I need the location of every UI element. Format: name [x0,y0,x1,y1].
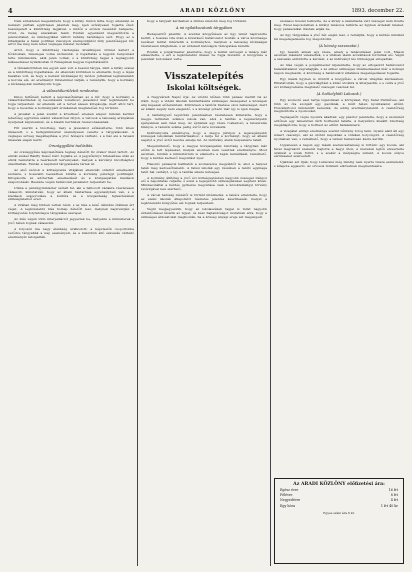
page-header [8,6,404,16]
separator-rule [187,65,221,66]
article-paragraph: Egy szomorú eset tartja izgalomban a környéket. Egy fiatal földműves, aki több év óta szolgált egy gazdánál, a múlt héten nyomtalanul eltűnt. Hozzátartozói mindenütt keresték, de eddig eredménytelenül. A csendőrség megindította a nyomozást. [274,97,404,114]
subscription-price: 1 frt 40 kr [380,503,398,508]
subscription-box [274,478,404,564]
subscription-price: 8 frt [390,493,398,498]
article-paragraph: Újabban azt írják, hogy Lukácsné még mindig nem nyerte vissza eszméletét, s állapota aggasztó. Az orvosok mindent elkövetnek megmentésére. [274,160,404,169]
article-title: Visszatelepítés [164,71,244,83]
article-paragraph: hogy a tárgyalt kérdésben a döntés mielőbb meg fog történni. [147,20,247,23]
article-paragraph: Utána a pénzügyminiszter szólalt fel, aki a felhozott vádakra részletesen válaszolt, kimutatván, hogy az állam háztartása egyensúlyban van, s a kiadások szaporodása a kultúra és a közgazdaság fejlesztésének szükségleteiből ered. [8,185,134,202]
article-paragraph: Az ülés végén a polgármester kijelentette, hogy az elfogadott határozatot haladéktalanul végrehajtják, s az ehhez szükséges intézkedéseket már a holnapi napon megteszik. A közönség a határozatot általános megelégedéssel fogadta. [274,63,404,76]
column-1 [8,20,134,566]
article-paragraph: Hír szerint a bizottság, mely a javaslatot előkészítette, több ízben ülésezett, s a belügyminiszter személyesen vezette a tárgyalásokat. A végleges szöveg megállapítása a jövő hónapra várható, s a ház elé a tavaszi ülésszak elején kerül. [8,125,134,142]
article-paragraph: Kinos feltűnést keltett a képviselőházban az a hír, hogy a kormány a választókerületek új beosztására vonatkozó javaslatot már legközelebb be fogja terjeszteni. Az ellenzék ezt a tervet élesen kifogásolja, mert attól tart, hogy a beosztás a kormánypárt érdekeinek megfelelően fog történni. [8,94,134,111]
section-heading: Országgyűlési tudósítás. [48,144,94,149]
article-paragraph: A vitában még többen vettek részt, s az ülés a késő délutáni órákban ért véget. A legközelebbi ülés holnap délelőtt lesz, melynek napirendjén a költségvetés folytatólagos tárgyalása szerepel. [8,203,134,216]
article-paragraph: Indítványozta ennélfogva, hogy a megye járuljon a legszegényebb községek iskoláinak fenntartásához, s kérje fel a kormányt, hogy az állami segélyt a jövő évtől kezdve emelje fel. Az indítvány élénk helyeslésre talált. [141,130,267,143]
masthead: ARADI KÖZLÖNY [180,8,246,14]
section-heading: (A község szavazatai.) [318,43,360,48]
section-heading: (A Székelyhídi Lakosok.) [316,91,362,96]
article-paragraph: Hasonló panaszok hallhatók a szomszédos megyékből is, ahol a helyzet talán még kedvezőtlenebb. A falusi iskolák egy részében a tanító egymaga tanít hat osztályt, s így a tanítás sikere kétséges. [141,161,267,174]
issue-date: 1893. december 22. [351,8,404,14]
subscription-label: Félévre [280,493,293,498]
article-paragraph: A városi hatóság részéről is történt intézkedés: a tanács elrendelte, hogy az elemi iskolák állapotáról részletes jelentés készíttessék, melyet a legközelebbi közgyűlés elé fognak terjeszteni. [141,193,267,205]
subscription-price: 16 frt [388,488,398,492]
article-paragraph: Arról, hogy a küldöttség tisztelgése kiváltképen örömet keltett a fővárosban, felesleges volna szólanunk. A fogadtatás a legjobb benyomást tette mindazokra, akik jelen voltak, s a küldöttség tagjai a legnagyobb lelkesedéssel nyilatkoztak Ő Felségének kegyes fogadtatásáról. [8,48,134,65]
article-paragraph: Igy beszélt annak egy része, amely a tanácsülésen jelen volt. Mások azonban másként vélekedtek, s a vitában élénk szóváltások fordultak elő. Végül a szavazás eldöntötte a kérdést, s az indítványt kis többséggel elfogadták. [274,49,404,62]
article-paragraph: A Nagyváradi Napló írja: Az utóbbi időben több panasz merült fel az iránt, hogy a vidéki iskolák fenntartására szükséges összegeket a községek alig képesek előteremteni. Különösen a tanítók fizetése okoz nehézséget, mert az állami segély nem elegendő, s a községi pótadó már így is igen magas. [141,95,267,111]
article-paragraph: A kormány állítólag a jövő évi költségvetésben nagyobb összeget irányoz elő a népoktatás céljaira, s ezzel a legégetőbb szükségleteken segíteni kíván. Mindazonáltal a kérdés gyökeres megoldása csak a közoktatásügyi törvény revíziójával lesz elérhető. [141,175,267,192]
article-paragraph: A társaskörökben ma egyéb sem volt a beszéd tárgya, mint a király szavai és a küldöttség fogadtatása. Az ellenzéki körökben is elismerik, hogy e lépés hazafias volt, és hogy a nemzet kívánságai ily módon juthatnak leghamarabb a korona elé. Az eredményt türelemmel várják, s reménylik, hogy a kormány e kívánságokat méltányolni fogja. [8,65,134,86]
article-paragraph: szokásos tizedet befizette, de a király a számításba vett összeget nem fizette meg. Ezzel kapcsolatban a királyi tanácsos felhívta az ügyben érdekelt feleket, hogy panaszaikat írásban adják be. [274,20,404,31]
article-paragraph: Megemlítendő, hogy a megyei közigazgatási bizottság e tárgyban már előbb is tett lépéseket, melyek azonban nem vezettek eredményre. Most azonban, miután a minisztérium is elismerte a bajok fennállását, remélhető, hogy a kérdés kedvező megoldást nyer. [141,144,267,160]
subscription-row [280,504,398,509]
column-divider [270,20,271,566]
subscription-title: Az ARADI KÖZLÖNY előfizetési ára: [293,482,385,487]
header-rule [8,16,404,17]
subscription-label: Negyedévre [280,498,301,503]
article-paragraph: Budapestről jelentik: A szerdai közgyűlésen az ügy ismét napirendre került, s hosszas vita után a következő határozatot hozták: a város közönsége nevében felirat intéztetik a kormányhoz, melyben a lakosság kívánságai részletesen kifejtetnek, s az érdekelt hatóságok támogatása kéretik. [141,31,267,48]
article-paragraph: Ezután a polgármester jelentette, hogy a felirat szövegét a tanács már elkészítette, s azt a legközelebbi ülésen be fogja mutatni. A közgyűlés a jelentést tudomásul vette. [141,49,267,62]
article-paragraph: Az első szónok a költségvetés vitájában ellenzéki oldalról emelkedett szólásra, s hosszabb beszédben bírálta a kormány pénzügyi politikáját. Kifogásolta az adóterhek emelkedését és a közigazgatási kiadások szaporodását. Beszéde végén határozati javaslatot terjesztett be. [8,168,134,184]
article-paragraph: Az országgyűlés képviselőháza tegnap délelőtt tíz órakor ülést tartott. Az elnöki széket Bánffy Dezső báró foglalta el. A jegyzőkönyv hitelesítése után az elnök bemutatta a beérkezett kérvényeket, melyek a kérvényi bizottsághoz utasíttattak. Ezután a napirend tárgyalására tértek át. [8,150,134,167]
subscription-label: Egész évre [280,488,299,492]
subscription-label: Egy hóra [280,503,296,508]
article-paragraph: Nem érdektelen megemlíteni, hogy a király, midőn látta, hogy ellenzéki és nemzeti pártiak együttesen jelentek meg, igen szívélyesen fogadta őket; beszélgetett a küldöttség tagjaival, s midőn a szónok beszédét befejezte, rövid, de meleg szavakban felelt. Ezután egyenként megszólította a jelenvoltakat, és mindegyikkel váltott néhány barátságos szót. Hogy ez a kihallgatás a hazai politikai viszonyok szempontjából mily jelentőséggel bír, arról ma még nem lehet végleges ítéletet mondani. [8,20,134,47]
article-paragraph: A javaslat a jelen szerint a következő elveken alapul: minden kerület lehetőleg egyforma számú választóval bírjon, a városok a lakosság arányában nyerjenek képviseletet, és a kisebb kerületek összevonassanak. [8,112,134,124]
article-paragraph: A tanfelügyelő legutóbbi jelentésében részletesen kimutatta, hogy a megye területén számos iskola van, ahol a tanítás a legszerényebb igényeknek sem felel meg. Az épületek egy része roskadozó, a felszerelés hiányos, a tanulók száma pedig évről évre növekszik. [141,112,267,129]
article-paragraph: Ugyanezen a napon egy másik szerencsétlenség is történt: egy kocsis, aki fával megrakott szekerét hajtotta a hegyi úton, a meredek lejtőn elvesztette uralmát a lovak fölött, s a szekér a mélységbe zuhant. A kocsis súlyos sérüléseket szenvedett. [274,142,404,159]
article-paragraph: Az ügy tárgyalása a jövő hét elején lesz, s reméljük, hogy a kérdés mindkét fél megelégedésére fog megoldódni. [274,32,404,41]
section-heading: A mi nyilatkozatunk tárgyában [176,25,232,30]
article-paragraph: Végül megjegyezzük, hogy az iskolaszékek tagjai is mind nagyobb érdeklődéssel kísérik az ügyet, és kész hajlandóságot mutatnak arra, hogy a szükséges áldozatokat meghozzák, ha a község anyagi ereje azt megengedi. [141,206,267,219]
section-heading: A választókerületek rendezése. [42,88,100,93]
article-paragraph: Egy másik ügyben is döntött a közgyűlés: a városi világítás kérdésében. Elhatározták, hogy a gázvilágítást a külső utcákra is kiterjesztik, s e célra a jövő évi költségvetésbe megfelelő összeget vesznek fel. [274,76,404,89]
article-paragraph: A folyosón ma nagy élénkség uralkodott; a képviselők csoportokba verődve tárgyalták a nap eseményeit, és a küszöbön álló szavazás várható eredményét latolgatták. [8,226,134,239]
page-number: 4 [8,7,13,15]
article-subtitle: Iskolai költségek. [166,83,242,93]
article-paragraph: A vizsgálat eddigi eredménye szerint bűntény forog fenn. Gyanú alatt áll egy ismert csavargó, aki az utóbbi napokban a vidéken bolyongott. A csendőrség nyomában van, s remélhető, hogy a tettest hamarosan kézre kerítik. [274,129,404,141]
column-3 [274,20,404,472]
column-2 [141,20,267,566]
subscription-note: Egyes szám ára 6 kr. [323,510,355,515]
column-divider [137,20,138,566]
article-paragraph: Tegnapelőtt végre nyomra akadtak: egy pásztor jelentette, hogy a szomszéd erdőben egy ismeretlen férfi holttestét találta. A helyszínre kiszállt bizottság megállapította, hogy a holttest az eltűnt fiatalemberé. [274,115,404,128]
article-paragraph: Az ülés végén több interpellációt jegyeztek be, melyekre a miniszterek a jövő héten fognak válaszolni. [8,217,134,225]
subscription-price: 4 frt [390,498,398,503]
